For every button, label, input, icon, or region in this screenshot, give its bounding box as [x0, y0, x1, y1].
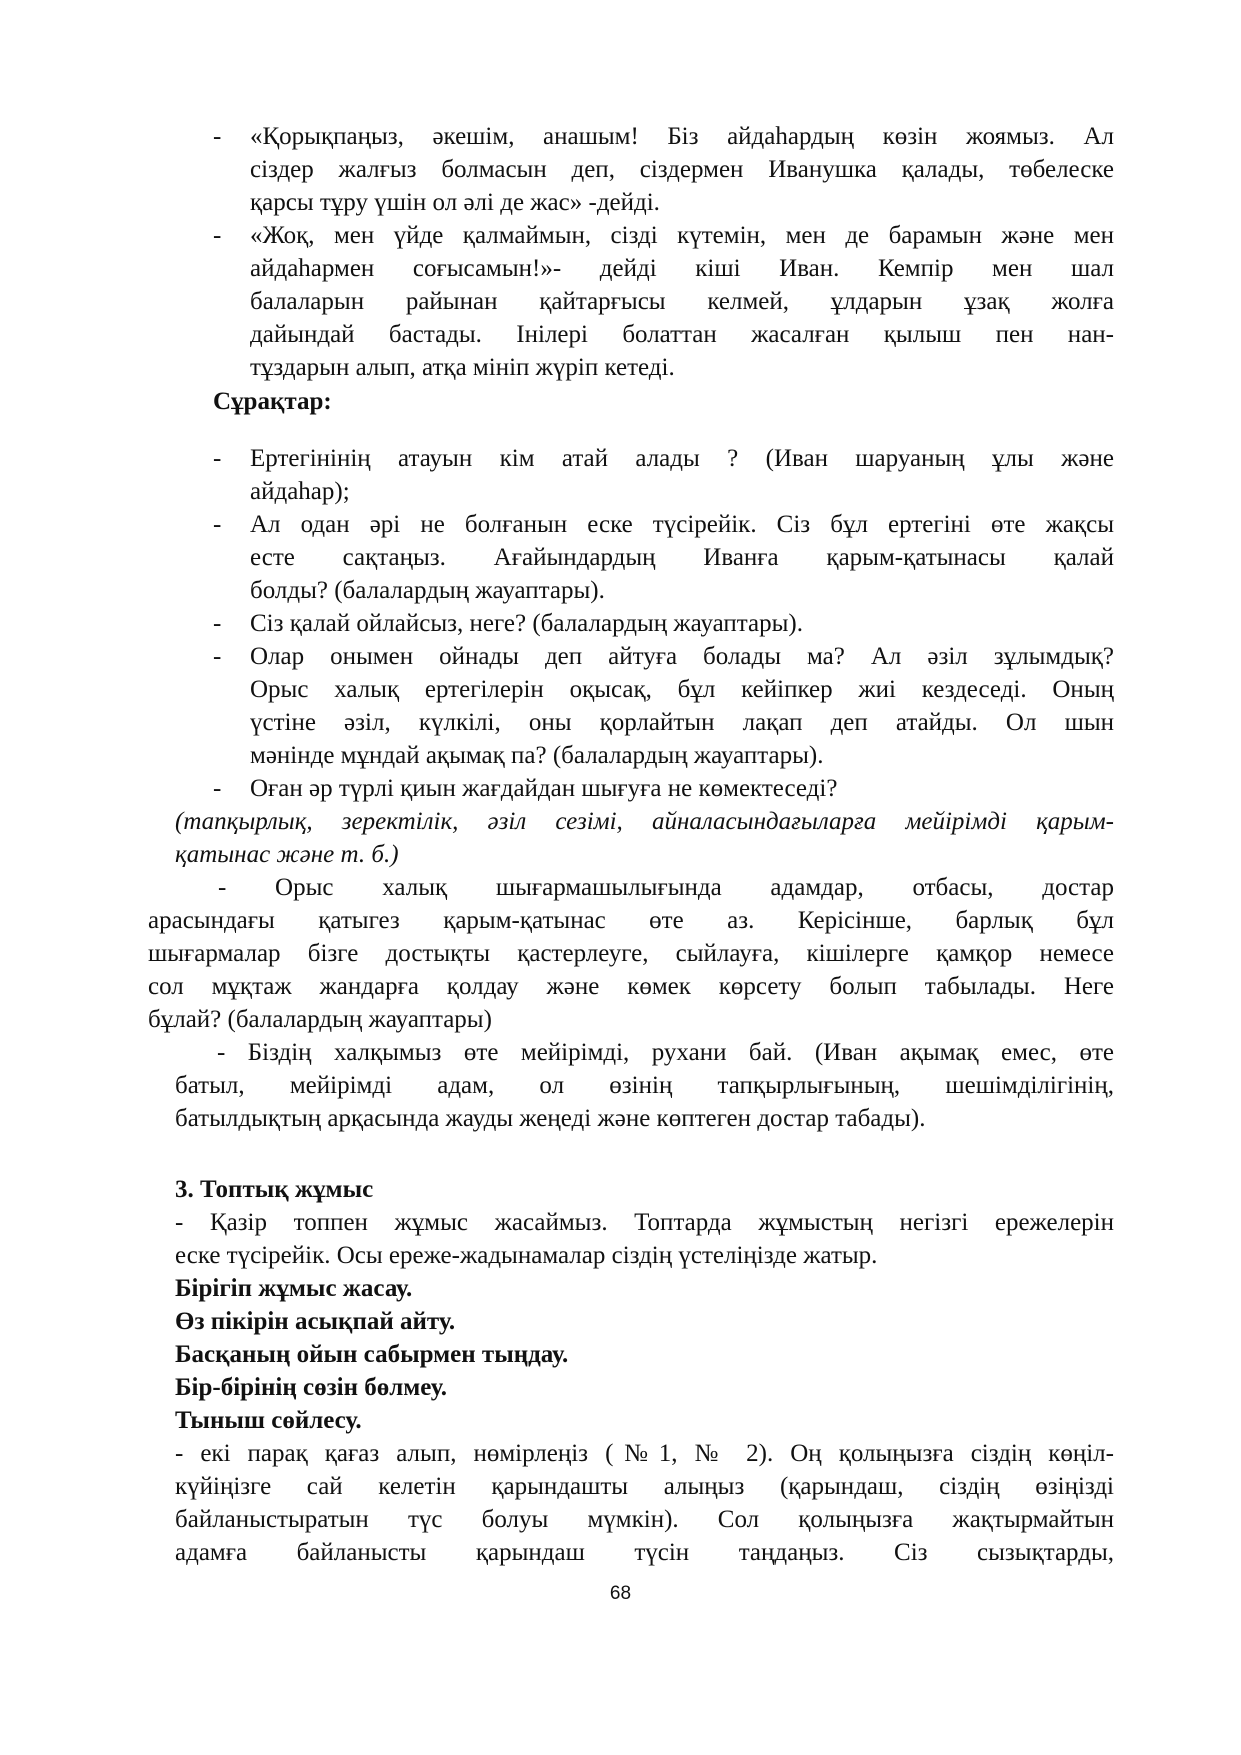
list-item: [250, 607, 1114, 640]
group-intro: [175, 1206, 1114, 1272]
list-item: [250, 640, 1114, 772]
list-dash: -: [213, 511, 222, 538]
paragraph-people: [175, 1036, 1114, 1135]
text-line: айдаһармен соғысамын!»- дейді кіші Иван. Кемпір мен шал: [250, 255, 1114, 282]
text-line: Олар онымен ойнады деп айтуға болады ма? Ал әзіл зұлымдық?: [250, 643, 1114, 670]
text-line: бұлай? (балалардың жауаптары): [148, 1006, 492, 1033]
text-line: «Жоқ, мен үйде қалмаймын, сізді күтемін, мен де барамын және мен: [250, 222, 1114, 249]
rules-list: [175, 1272, 568, 1437]
text-line: сол мұқтаж жандарға қолдау және көмек көрсету болып табылады. Неге: [148, 973, 1114, 1000]
text-line: дайындай бастады. Інілері болаттан жасалған қылыш пен нан-: [250, 321, 1114, 348]
text-line: Ертегінінің атауын кім атай алады ? (Иван шаруаның ұлы және: [250, 445, 1114, 472]
text-line: - Қазір топпен жұмыс жасаймыз. Топтарда жұмыстың негізгі ережелерін: [175, 1209, 1114, 1236]
text-line: (тапқырлық, зеректілік, әзіл сезімі, айналасындағыларға мейірімді қарым-: [175, 808, 1114, 835]
text-line: есте сақтаңыз. Ағайындардың Иванға қарым-қатынасы қалай: [250, 544, 1114, 571]
list-item: [250, 508, 1114, 607]
text-line: мәнінде мұндай ақымақ па? (балалардың жауаптары).: [250, 742, 824, 769]
text-line: сіздер жалғыз болмасын деп, сіздермен Иванушка қалады, төбелеске: [250, 156, 1114, 183]
text-line: тұздарын алып, атқа мініп жүріп кетеді.: [250, 354, 675, 381]
text-line: Ал одан әрі не болғанын еске түсірейік. Сіз бұл ертегіні өте жақсы: [250, 511, 1114, 538]
list-dash: -: [213, 222, 222, 249]
list-dash: -: [213, 643, 222, 670]
rule-item: Бір-бірінің сөзін бөлмеу.: [175, 1374, 448, 1401]
text-line: - екі парақ қағаз алып, нөмірлеңіз (№1, № 2). Оң қолыңызға сіздің көңіл-: [175, 1440, 1114, 1467]
text-line: қарсы тұру үшін ол әлі де жас» -дейді.: [250, 189, 660, 216]
text-line: Оған әр түрлі қиын жағдайдан шығуға не көмектеседі?: [250, 775, 838, 802]
list-item: [250, 120, 1114, 219]
text-line: Орыс халық ертегілерін оқысақ, бұл кейіпкер жиі кездеседі. Оның: [250, 676, 1114, 703]
paragraph-folk: [148, 871, 1114, 1036]
text-line: батыл, мейірімді адам, ол өзінің тапқырлығының, шешімділігінің,: [175, 1072, 1114, 1099]
questions-heading: Сұрақтар:: [213, 388, 332, 415]
text-line: - Орыс халық шығармашылығында адамдар, отбасы, достар: [218, 874, 1114, 901]
text-line: байланыстыратын түс болуы мүмкін). Сол қолыңызға жақтырмайтын: [175, 1506, 1114, 1533]
text-line: адамға байланысты қарындаш түсін таңдаңыз. Сіз сызықтарды,: [175, 1539, 1114, 1566]
italic-note: [175, 805, 1114, 871]
list-dash: -: [213, 610, 222, 637]
task-paragraph: [175, 1437, 1114, 1569]
rule-item: Бірігіп жұмыс жасау.: [175, 1275, 413, 1302]
list-dash: -: [213, 445, 222, 472]
text-line: Сіз қалай ойлайсыз, неге? (балалардың жауаптары).: [250, 610, 804, 637]
text-line: батылдықтың арқасында жауды жеңеді және көптеген достар табады).: [175, 1105, 926, 1132]
text-line: арасындағы қатыгез қарым-қатынас өте аз. Керісінше, барлық бұл: [148, 907, 1114, 934]
text-line: - Біздің халқымыз өте мейірімді, рухани бай. (Иван ақымақ емес, өте: [217, 1039, 1114, 1066]
text-line: айдаһар);: [250, 478, 350, 505]
rule-item: Өз пікірін асықпай айту.: [175, 1308, 456, 1335]
section-heading: 3. Топтық жұмыс: [175, 1176, 374, 1203]
list-item: [250, 772, 1114, 805]
rule-item: Тыныш сөйлесу.: [175, 1407, 362, 1434]
text-line: болды? (балалардың жауаптары).: [250, 577, 605, 604]
text-line: балаларын райынан қайтарғысы келмей, ұлдарын ұзақ жолға: [250, 288, 1114, 315]
text-line: қатынас және т. б.): [175, 841, 399, 868]
list-item: [250, 219, 1114, 384]
list-dash: -: [213, 123, 222, 150]
rule-item: Басқаның ойын сабырмен тыңдау.: [175, 1341, 569, 1368]
list-dash: -: [213, 775, 222, 802]
text-line: еске түсірейік. Осы ереже-жадынамалар сіздің үстеліңізде жатыр.: [175, 1242, 878, 1269]
page-number: 68: [609, 1583, 632, 1604]
text-line: күйіңізге сай келетін қарындашты алыңыз (қарындаш, сіздің өзіңізді: [175, 1473, 1114, 1500]
text-line: үстіне әзіл, күлкілі, оны қорлайтын лақап деп атайды. Ол шын: [250, 709, 1114, 736]
list-item: [250, 442, 1114, 508]
text-line: «Қорықпаңыз, әкешім, анашым! Біз айдаһардың көзін жоямыз. Ал: [250, 123, 1114, 150]
text-line: шығармалар бізге достықты қастерлеуге, сыйлауға, кішілерге қамқор немесе: [148, 940, 1114, 967]
